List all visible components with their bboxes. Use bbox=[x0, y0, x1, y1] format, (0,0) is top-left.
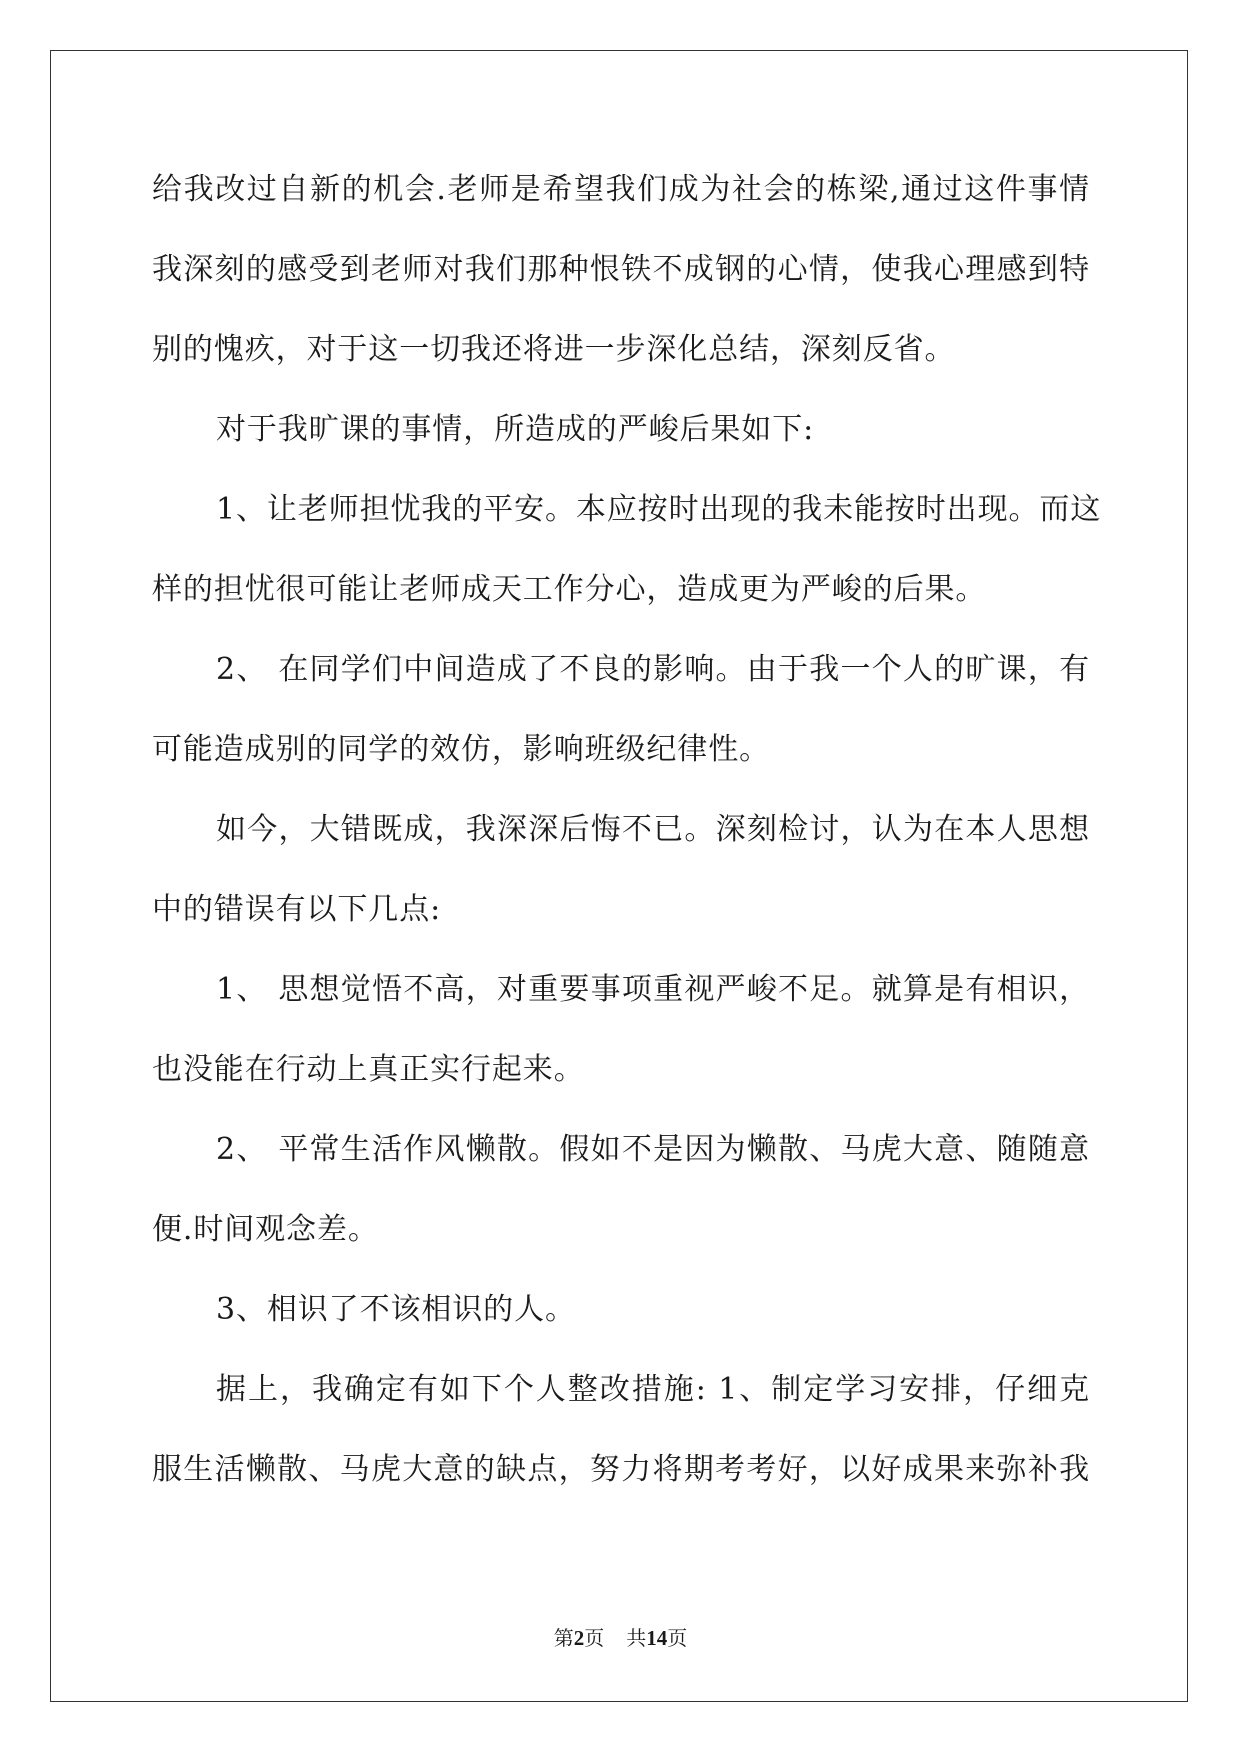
total-pages: 14 bbox=[646, 1626, 668, 1650]
text-line: 对于我旷课的事情，所造成的严峻后果如下: bbox=[216, 412, 815, 447]
text-line: 2、 在同学们中间造成了不良的影响。由于我一个人的旷课，有 bbox=[216, 652, 1090, 687]
text-line: 也没能在行动上真正实行起来。 bbox=[152, 1052, 585, 1087]
text-line: 可能造成别的同学的效仿，影响班级纪律性。 bbox=[152, 732, 770, 767]
text-line: 据上，我确定有如下个人整改措施: 1、制定学习安排，仔细克 bbox=[216, 1372, 1090, 1407]
text-line: 3、相识了不该相识的人。 bbox=[216, 1292, 576, 1327]
page-prefix: 第 bbox=[553, 1626, 574, 1650]
page-number: 2 bbox=[573, 1626, 585, 1650]
total-prefix: 共 bbox=[626, 1626, 647, 1650]
total-suffix: 页 bbox=[667, 1626, 688, 1650]
text-line: 1、 思想觉悟不高，对重要事项重视严峻不足。就算是有相识， bbox=[216, 972, 1090, 1007]
text-line: 给我改过自新的机会.老师是希望我们成为社会的栋梁,通过这件事情 bbox=[152, 172, 1090, 207]
page-suffix: 页 bbox=[584, 1626, 605, 1650]
text-line: 如今，大错既成，我深深后悔不已。深刻检讨，认为在本人思想 bbox=[216, 812, 1090, 847]
text-line: 我深刻的感受到老师对我们那种恨铁不成钢的心情，使我心理感到特 bbox=[152, 252, 1090, 287]
text-line: 样的担忧很可能让老师成天工作分心，造成更为严峻的后果。 bbox=[152, 572, 987, 607]
text-line: 2、 平常生活作风懒散。假如不是因为懒散、马虎大意、随随意 bbox=[216, 1132, 1090, 1167]
text-line: 服生活懒散、马虎大意的缺点，努力将期考考好，以好成果来弥补我 bbox=[152, 1452, 1090, 1487]
text-line: 别的愧疚，对于这一切我还将进一步深化总结，深刻反省。 bbox=[152, 332, 956, 367]
text-line: 便.时间观念差。 bbox=[152, 1212, 379, 1247]
document-body bbox=[152, 150, 1102, 1510]
text-line: 1、让老师担忧我的平安。本应按时出现的我未能按时出现。而这 bbox=[216, 492, 1102, 527]
text-line: 中的错误有以下几点: bbox=[152, 892, 442, 927]
page-footer bbox=[0, 1622, 1241, 1651]
